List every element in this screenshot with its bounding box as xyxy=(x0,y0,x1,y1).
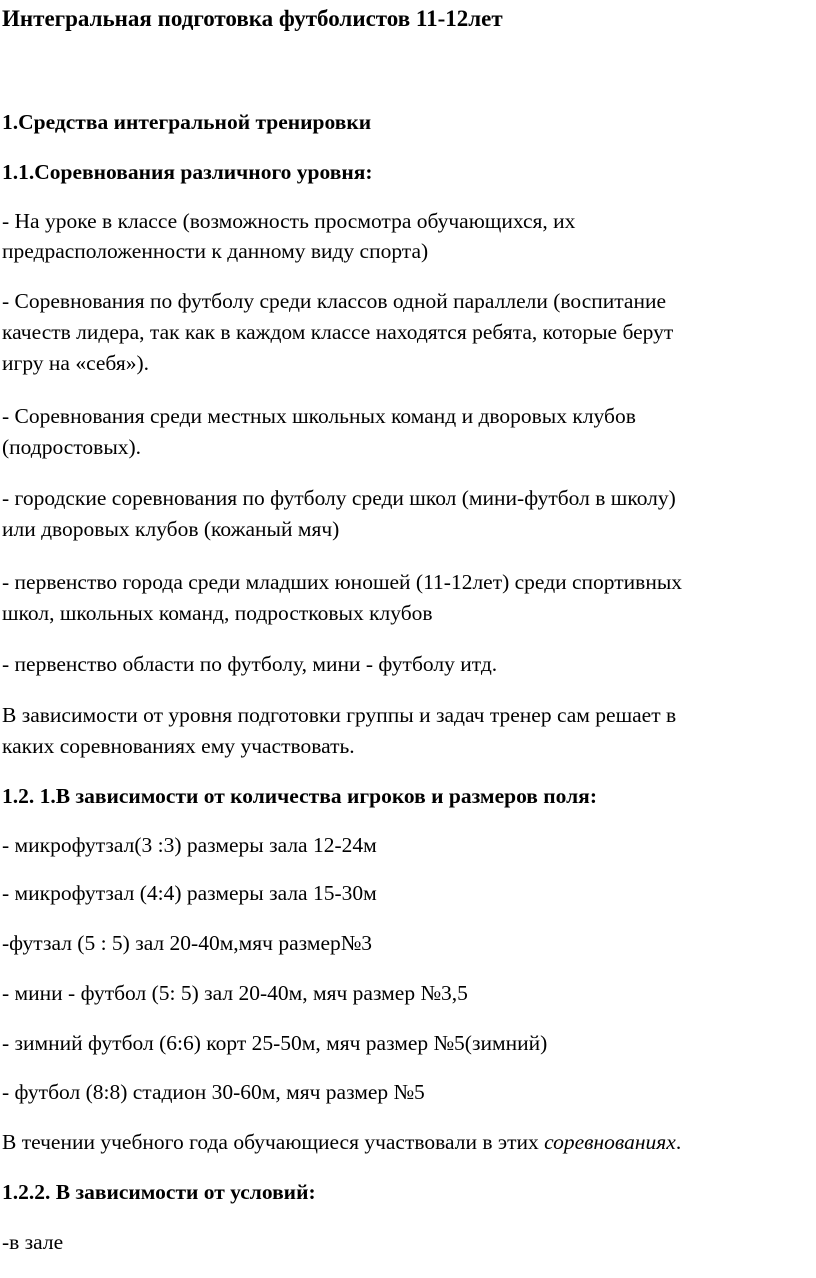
section-heading-1-2: 1.2. 1.В зависимости от количества игроков и размеров поля: xyxy=(2,784,597,808)
paragraph-line: - Соревнования среди местных школьных команд и дворовых клубов xyxy=(2,404,636,428)
italic-word: соревнованиях xyxy=(544,1130,676,1154)
section-heading-1: 1.Средства интегральной тренировки xyxy=(2,110,372,134)
paragraph-line: каких соревнованиях ему участвовать. xyxy=(2,734,355,758)
paragraph-line: (подростовых). xyxy=(2,435,142,459)
section-heading-1-2-2: 1.2.2. В зависимости от условий: xyxy=(2,1180,316,1204)
paragraph-line: - Соревнования по футболу среди классов одной параллели (воспитание xyxy=(2,289,667,313)
paragraph-line: В зависимости от уровня подготовки группы и задач тренер сам решает в xyxy=(2,703,677,727)
paragraph-line xyxy=(2,1130,681,1154)
list-item: - зимний футбол (6:6) корт 25-50м, мяч размер №5(зимний) xyxy=(2,1031,548,1055)
paragraph-line: школ, школьных команд, подростковых клубов xyxy=(2,601,433,625)
paragraph-line: - первенство области по футболу, мини - футболу итд. xyxy=(2,652,498,676)
paragraph-line: игру на «себя»). xyxy=(2,351,150,375)
document-title: Интегральная подготовка футболистов 11-12лет xyxy=(2,6,503,31)
paragraph-line: качеств лидера, так как в каждом классе находятся ребята, которые берут xyxy=(2,320,674,344)
list-item: -футзал (5 : 5) зал 20-40м,мяч размер№3 xyxy=(2,931,373,955)
list-item: - футбол (8:8) стадион 30-60м, мяч размер №5 xyxy=(2,1080,425,1104)
paragraph-text: В течении учебного года обучающиеся участвовали в этих xyxy=(2,1130,545,1154)
list-item: - мини - футбол (5: 5) зал 20-40м, мяч размер №3,5 xyxy=(2,981,468,1005)
paragraph-text: . xyxy=(675,1130,682,1154)
paragraph-line: - городские соревнования по футболу среди школ (мини-футбол в школу) xyxy=(2,486,676,510)
list-item: - микрофутзал (4:4) размеры зала 15-30м xyxy=(2,881,377,905)
paragraph-line: или дворовых клубов (кожаный мяч) xyxy=(2,517,340,541)
section-heading-1-1: 1.1.Соревнования различного уровня: xyxy=(2,160,373,184)
list-item: -в зале xyxy=(2,1230,64,1254)
paragraph-line: - На уроке в классе (возможность просмотра обучающихся, их xyxy=(2,209,576,233)
list-item: - микрофутзал(3 :3) размеры зала 12-24м xyxy=(2,833,377,857)
paragraph-line: предрасположенности к данному виду спорта) xyxy=(2,239,429,263)
paragraph-line: - первенство города среди младших юношей (11-12лет) среди спортивных xyxy=(2,570,683,594)
